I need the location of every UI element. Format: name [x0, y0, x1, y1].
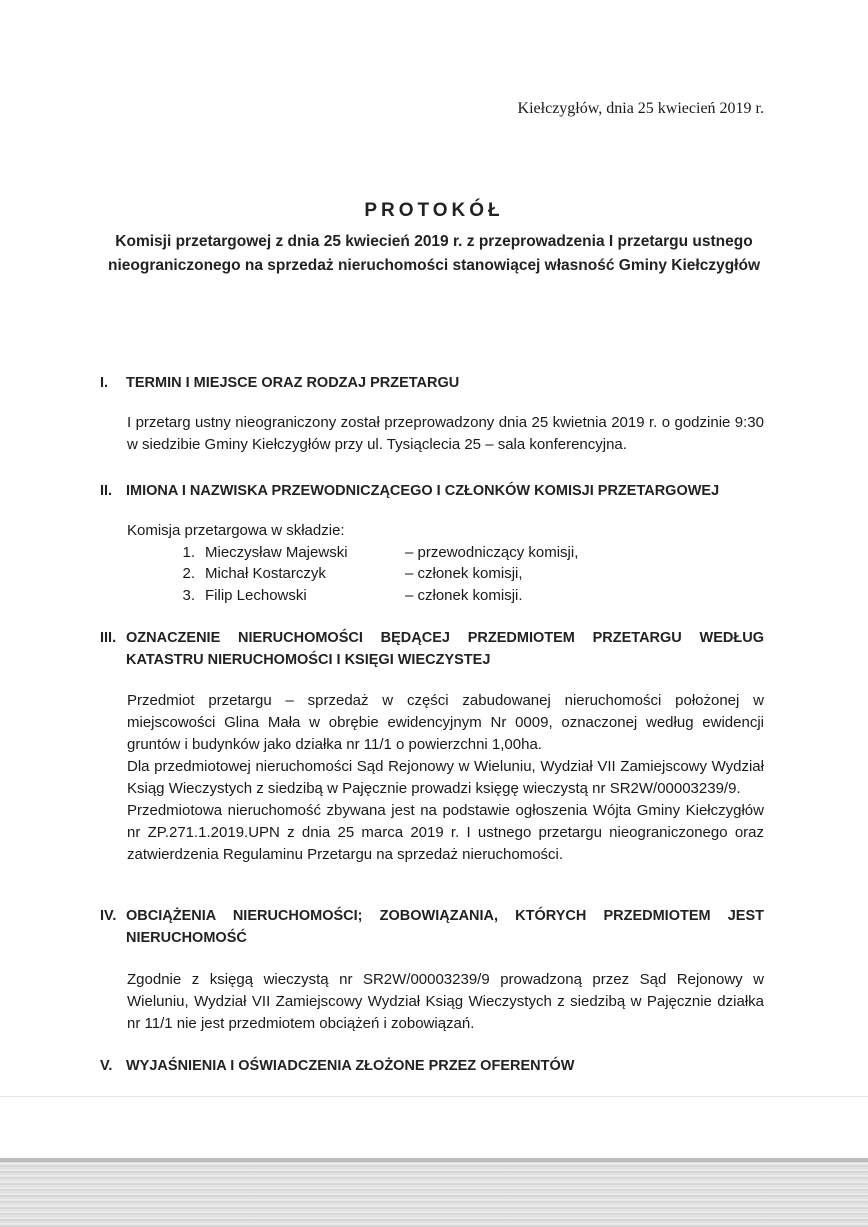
section-body: [127, 412, 764, 456]
section-title: TERMIN I MIEJSCE ORAZ RODZAJ PRZETARGU: [126, 375, 460, 391]
section-number: IV.: [100, 908, 117, 924]
document-subtitle: Komisji przetargowej z dnia 25 kwiecień 2019 r. z przeprowadzenia I przetargu ustnego nieograniczonego na sprzedaż nieruchomości stanowiącej własność Gminy Kiełczygłów: [107, 233, 761, 274]
section-body: [127, 969, 764, 1035]
committee-intro: Komisja przetargowa w składzie:: [127, 522, 345, 539]
committee-list: [127, 520, 764, 606]
section-title: WYJAŚNIENIA I OŚWIADCZENIA ZŁOŻONE PRZEZ OFERENTÓW: [126, 1058, 575, 1074]
section-4: [100, 905, 764, 1035]
section-number: I.: [100, 375, 109, 391]
section-heading: [100, 905, 764, 949]
paragraph: I przetarg ustny nieograniczony został przeprowadzony dnia 25 kwietnia 2019 r. o godzinie 9:30 w siedzibie Gminy Kiełczygłów przy ul. Tysiąclecia 25 – sala konferencyjna.: [127, 414, 764, 453]
paragraph: Przedmiot przetargu – sprzedaż w części zabudowanej nieruchomości położonej w miejscowości Glina Mała w obrębie ewidencyjnym Nr 0009, oznaczonej według ewidencji gruntów i budynków jako działka nr 11/1 o powierzchni 1,00ha.: [127, 692, 764, 753]
section-body: [127, 690, 764, 866]
paragraph: Przedmiotowa nieruchomość zbywana jest na podstawie ogłoszenia Wójta Gminy Kiełczygłów nr ZP.271.1.2019.UPN z dnia 25 marca 2019 r. I ustnego przetargu nieograniczonego oraz zatwierdzenia Regulaminu Przetargu na sprzedaż nieruchomości.: [127, 802, 764, 863]
section-heading: [100, 1055, 764, 1077]
paragraph: Dla przedmiotowej nieruchomości Sąd Rejonowy w Wieluniu, Wydział VII Zamiejscowy Wydział Ksiąg Wieczystych z siedzibą w Pajęcznie prowadzi księgę wieczystą nr SR2W/00003239/9.: [127, 758, 764, 797]
date-line: Kiełczygłów, dnia 25 kwiecień 2019 r.: [517, 100, 764, 117]
scan-band: [0, 1162, 868, 1227]
section-2: [100, 480, 764, 606]
section-heading: [100, 480, 764, 502]
paragraph: Zgodnie z księgą wieczystą nr SR2W/00003239/9 prowadzoną przez Sąd Rejonowy w Wieluniu, Wydział VII Zamiejscowy Wydział Ksiąg Wieczystych z siedzibą w Pajęcznie działka nr 11/1 nie jest przedmiotem obciążeń i zobowiązań.: [127, 971, 764, 1032]
section-3: [100, 627, 764, 866]
section-1: [100, 372, 764, 456]
section-number: V.: [100, 1058, 113, 1074]
section-number: III.: [100, 630, 117, 646]
committee-member: 1. Mieczysław Majewski – przewodniczący komisji,: [182, 543, 579, 561]
committee-member: 3. Filip Lechowski – członek komisji.: [182, 586, 523, 604]
section-5: [100, 1055, 764, 1077]
section-number: II.: [100, 483, 113, 499]
section-heading: [100, 627, 764, 671]
section-heading: [100, 372, 764, 394]
section-title: OBCIĄŻENIA NIERUCHOMOŚCI; ZOBOWIĄZANIA, KTÓRYCH PRZEDMIOTEM JEST NIERUCHOMOŚĆ: [126, 908, 764, 946]
section-title: OZNACZENIE NIERUCHOMOŚCI BĘDĄCEJ PRZEDMIOTEM PRZETARGU WEDŁUG KATASTRU NIERUCHOMOŚCI I KSIĘGI WIECZYSTEJ: [126, 630, 764, 668]
document-title: PROTOKÓŁ: [364, 200, 504, 221]
title-block: [80, 200, 788, 278]
section-title: IMIONA I NAZWISKA PRZEWODNICZĄCEGO I CZŁONKÓW KOMISJI PRZETARGOWEJ: [126, 483, 720, 499]
scan-edge-line: [0, 1096, 868, 1097]
committee-member: 2. Michał Kostarczyk – członek komisji,: [182, 565, 523, 582]
